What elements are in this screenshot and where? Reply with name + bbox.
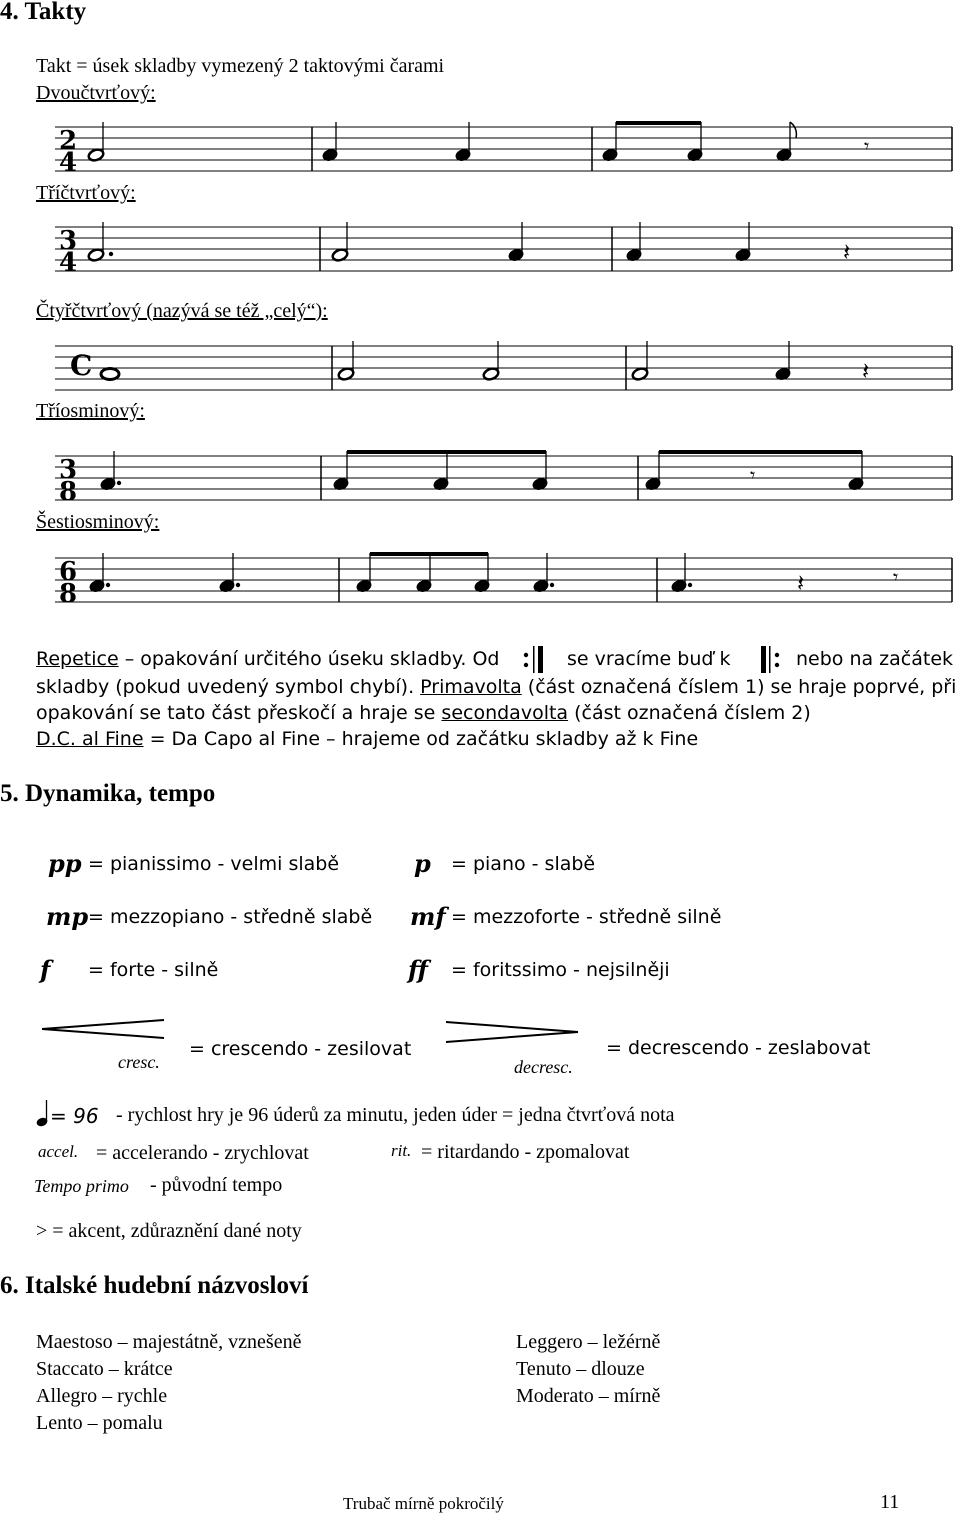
- section-5-title: 5. Dynamika, tempo: [0, 780, 216, 807]
- svg-text:𝄾: 𝄾: [893, 565, 899, 589]
- accent-text: > = akcent, zdůraznění dané noty: [36, 1220, 302, 1242]
- decresc-label: decresc.: [514, 1057, 573, 1077]
- svg-text:3: 3: [59, 226, 78, 256]
- dynamic-pp-text: = pianissimo - velmi slabě: [88, 853, 340, 875]
- svg-text:4: 4: [59, 148, 78, 178]
- takt-definition: Takt = úsek skladby vymezený 2 taktovými čarami: [36, 55, 445, 77]
- tempo-mark: = 96: [50, 1104, 99, 1128]
- rit-label: rit.: [391, 1141, 412, 1160]
- section-6-title: 6. Italské hudební názvosloví: [0, 1272, 309, 1299]
- term-right-1: Leggero – ležérně: [516, 1331, 661, 1353]
- term-left-3: Allegro – rychle: [36, 1385, 168, 1407]
- dc-al-fine-line: D.C. al Fine = Da Capo al Fine – hrajeme od začátku skladby až k Fine: [36, 728, 699, 750]
- dynamic-mf-icon: mf: [410, 902, 446, 931]
- page-number: 11: [880, 1491, 900, 1513]
- dynamic-mf-text: = mezzoforte - středně silně: [451, 906, 722, 928]
- term-right-3: Moderato – mírně: [516, 1385, 661, 1407]
- accel-label: accel.: [38, 1142, 79, 1161]
- repetition-text-3: nebo na začátek: [796, 648, 954, 670]
- term-left-1: Maestoso – majestátně, vznešeně: [36, 1331, 302, 1353]
- repetition-line-1: Repetice – opakování určitého úseku skladby. Od: [36, 648, 500, 670]
- dynamic-f-icon: f: [40, 955, 51, 984]
- secondavolta-term: secondavolta: [441, 702, 569, 724]
- meter-label-4-4: Čtyřčtvrťový (nazývá se též „celý“):: [36, 300, 328, 322]
- dynamic-f-text: = forte - silně: [88, 959, 219, 981]
- end-repeat-sign-icon: [519, 645, 545, 675]
- svg-text:8: 8: [59, 579, 78, 609]
- svg-text:𝄾: 𝄾: [750, 463, 756, 487]
- accelerando-text: = accelerando - zrychlovat: [96, 1142, 309, 1164]
- svg-text:6: 6: [59, 557, 78, 587]
- svg-text:2: 2: [59, 126, 78, 156]
- tempo-description: - rychlost hry je 96 úderů za minutu, jeden úder = jedna čtvrťová nota: [116, 1104, 675, 1126]
- dynamic-mp-icon: mp: [46, 902, 89, 931]
- dynamic-p-text: = piano - slabě: [451, 853, 596, 875]
- dynamic-mp-text: = mezzopiano - středně slabě: [88, 906, 373, 928]
- start-repeat-sign-icon: [760, 645, 786, 675]
- svg-text:8: 8: [59, 477, 78, 507]
- svg-text:𝄽: 𝄽: [862, 357, 870, 385]
- repetition-term: Repetice: [36, 648, 119, 670]
- dynamic-pp-icon: pp: [48, 849, 82, 878]
- crescendo-hairpin-icon: [40, 1018, 170, 1040]
- staff-3-8: [0, 447, 960, 517]
- dc-al-fine-term: D.C. al Fine: [36, 728, 144, 750]
- staff-2-4: [0, 118, 960, 188]
- section-4-title: 4. Takty: [0, 0, 87, 25]
- crescendo-text: = crescendo - zesilovat: [189, 1038, 412, 1060]
- decrescendo-text: = decrescendo - zeslabovat: [606, 1037, 871, 1059]
- svg-text:3: 3: [59, 455, 78, 485]
- cresc-label: cresc.: [118, 1052, 160, 1072]
- meter-label-3-4: Tříčtvrťový:: [36, 182, 136, 204]
- dynamic-ff-text: = foritssimo - nejsilněji: [451, 959, 670, 981]
- svg-text:𝄽: 𝄽: [843, 238, 851, 266]
- tempo-primo-label: Tempo primo: [34, 1176, 129, 1196]
- meter-label-2-4: Dvoučtvrťový:: [36, 82, 156, 104]
- svg-text:𝄾: 𝄾: [864, 134, 870, 158]
- meter-label-6-8: Šestiosminový:: [36, 511, 160, 533]
- svg-text:𝄽: 𝄽: [797, 569, 805, 597]
- footer-title: Trubač mírně pokročilý: [343, 1494, 504, 1513]
- term-left-2: Staccato – krátce: [36, 1358, 173, 1380]
- staff-3-4: [0, 218, 960, 288]
- primavolta-term: Primavolta: [420, 676, 522, 698]
- staff-6-8: [0, 549, 960, 619]
- svg-text:4: 4: [59, 248, 78, 278]
- decrescendo-hairpin-icon: [444, 1020, 584, 1044]
- term-right-2: Tenuto – dlouze: [516, 1358, 645, 1380]
- repetition-line-3: opakování se tato část přeskočí a hraje se secondavolta (část označená číslem 2): [36, 702, 811, 724]
- svg-text:C: C: [70, 349, 93, 382]
- dynamic-ff-icon: ff: [408, 955, 428, 984]
- dynamic-p-icon: p: [414, 849, 431, 878]
- staff-4-4: [0, 337, 960, 407]
- repetition-line-2: skladby (pokud uvedený symbol chybí). Primavolta (část označená číslem 1) se hraje poprvé, při: [36, 676, 957, 698]
- meter-label-3-8: Tříosminový:: [36, 400, 145, 422]
- repetition-text-2: se vracíme buď k: [567, 648, 731, 670]
- tempo-primo-text: - původní tempo: [150, 1174, 283, 1196]
- term-left-4: Lento – pomalu: [36, 1412, 163, 1434]
- ritardando-text: = ritardando - zpomalovat: [421, 1141, 630, 1163]
